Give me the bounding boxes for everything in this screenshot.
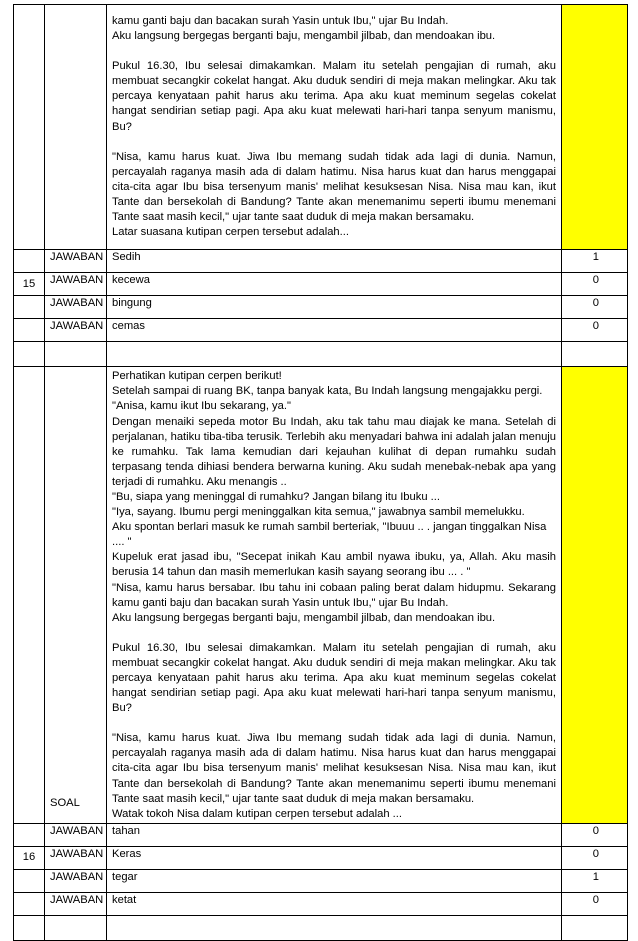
q16-passage: Perhatikan kutipan cerpen berikut! Setelah sampai di ruang BK, tanpa banyak kata, Bu Indah langsung mengajakku pergi. "Anisa, kamu ikut Ibu sekarang, ya." Dengan menaiki sepeda motor Bu Indah, aku tak tahu mau diajak ke mana. Setelah di perjalanan, hatiku tiba-tiba terusik. Terlebih aku menyadari bahwa ini adalah jalan menuju ke rumahku. Tak lama kemudian dari kejauhan kulihat di depan rumahku sudah terpasang tenda dihiasi bendera berwarna kuning. Aku sudah menebak-nebak apa yang terjadi di rumahku. Aku menangis .. "Bu, siapa yang meninggal di rumahku? Jangan bilang itu Ibuku ... "Iya, sayang. Ibumu pergi meninggalkan kita semua," jawabnya sambil memelukku. Aku spontan berlari masuk ke rumah sambil berteriak, "Ibuuu .. . jangan tinggalkan Nisa .... " Kupeluk erat jasad ibu, "Secepat inikah Kau ambil nyawa ibuku, ya, Allah. Aku masih berusia 14 tahun dan masih memerlukan kasih sayang seorang ibu ... . " "Nisa, kamu harus bersabar. Ibu tahu ini cobaan paling berat dalam hidupmu. Sekarang kamu ganti baju dan bacakan surah Yasin untuk Ibu," ujar Bu Indah. Aku langsung bergegas berganti baju, mengambil jilbab, dan mendoakan ibu. Pukul 16.30, Ibu selesai dimakamkan. Malam itu setelah pengajian di rumah, aku membuat secangkir cokelat hangat. Aku duduk sendiri di meja makan melingkar. Aku tak percaya kenyataan pahit harus aku terima. Apa aku kuat meminum segelas cokelat hangat sendirian setiap pagi. Apa aku kuat melewati hari-hari tanpa senyum manismu, Bu? "Nisa, kamu harus kuat. Jiwa Ibu memang sudah tidak ada lagi di dunia. Namun, percayalah raganya masih ada di dalam hatimu. Nisa harus kuat dan harus menggapai cita-cita agar Ibu bisa tersenyum manis' melihat kesuksesan Nisa. Nisa mau kan, ikut Tante dan bersekolah di Bandung? Tante akan menemanimu seperti ibumu menemani Tante saat masih kecil," ujar tante saat duduk di meja makan bersamaku. Watak tokoh Nisa dalam kutipan cerpen tersebut adalah ...: [107, 367, 562, 824]
spacer-row: [14, 915, 628, 940]
q15-answer-row: JAWABAN Sedih 1: [14, 250, 628, 273]
q15-answer-score: 0: [562, 319, 628, 342]
q15-answer-row: JAWABAN bingung 0: [14, 296, 628, 319]
q15-number: 15: [14, 273, 45, 296]
spacer-row: [14, 342, 628, 367]
q15-answer-text: cemas: [107, 319, 562, 342]
q15-answer-row: 15 JAWABAN kecewa 0: [14, 273, 628, 296]
q15-answer-score: 0: [562, 273, 628, 296]
q15-answer-text: kecewa: [107, 273, 562, 296]
q16-answer-row: JAWABAN tahan 0: [14, 823, 628, 846]
q15-passage-row: [14, 5, 628, 250]
q16-answer-text: Keras: [107, 846, 562, 869]
soal-label: SOAL: [45, 367, 107, 824]
q15-answer-score: 0: [562, 296, 628, 319]
q15-question: Latar suasana kutipan cerpen tersebut adalah...: [112, 226, 349, 239]
q16-number: 16: [14, 846, 45, 869]
q15-answer-row: JAWABAN cemas 0: [14, 319, 628, 342]
q16-answer-score: 0: [562, 846, 628, 869]
q16-answer-row: JAWABAN ketat 0: [14, 892, 628, 915]
q15-answer-score: 1: [562, 250, 628, 273]
q16-answer-row: 16 JAWABAN Keras 0: [14, 846, 628, 869]
q16-answer-score: 0: [562, 892, 628, 915]
q16-answer-score: 0: [562, 823, 628, 846]
q15-answer-text: Sedih: [107, 250, 562, 273]
q16-question: Watak tokoh Nisa dalam kutipan cerpen tersebut adalah ...: [112, 807, 403, 820]
q15-answer-text: bingung: [107, 296, 562, 319]
q16-answer-text: tegar: [107, 869, 562, 892]
q16-answer-text: tahan: [107, 823, 562, 846]
q16-passage-row: [14, 367, 628, 824]
q16-answer-text: ketat: [107, 892, 562, 915]
q16-answer-score: 1: [562, 869, 628, 892]
question-table: [13, 4, 628, 941]
q15-passage: kamu ganti baju dan bacakan surah Yasin untuk Ibu," ujar Bu Indah. Aku langsung bergegas berganti baju, mengambil jilbab, dan mendoakan ibu. Pukul 16.30, Ibu selesai dimakamkan. Malam itu setelah pengajian di rumah, aku membuat secangkir cokelat hangat. Aku duduk sendiri di meja makan melingkar. Aku tak percaya kenyataan pahit harus aku terima. Apa aku kuat meminum segelas cokelat hangat sendirian setiap pagi. Apa aku kuat melewati hari-hari tanpa senyum manismu, Bu? "Nisa, kamu harus kuat. Jiwa Ibu memang sudah tidak ada lagi di dunia. Namun, percayalah raganya masih ada di dalam hatimu. Nisa harus kuat dan harus menggapai cita-cita agar Ibu bisa tersenyum manis' melihat kesuksesan Nisa. Nisa mau kan, ikut Tante dan bersekolah di Bandung? Tante akan menemanimu seperti ibumu menemani Tante saat masih kecil," ujar tante saat duduk di meja makan bersamaku. Latar suasana kutipan cerpen tersebut adalah...: [107, 5, 562, 250]
q16-answer-row: JAWABAN tegar 1: [14, 869, 628, 892]
